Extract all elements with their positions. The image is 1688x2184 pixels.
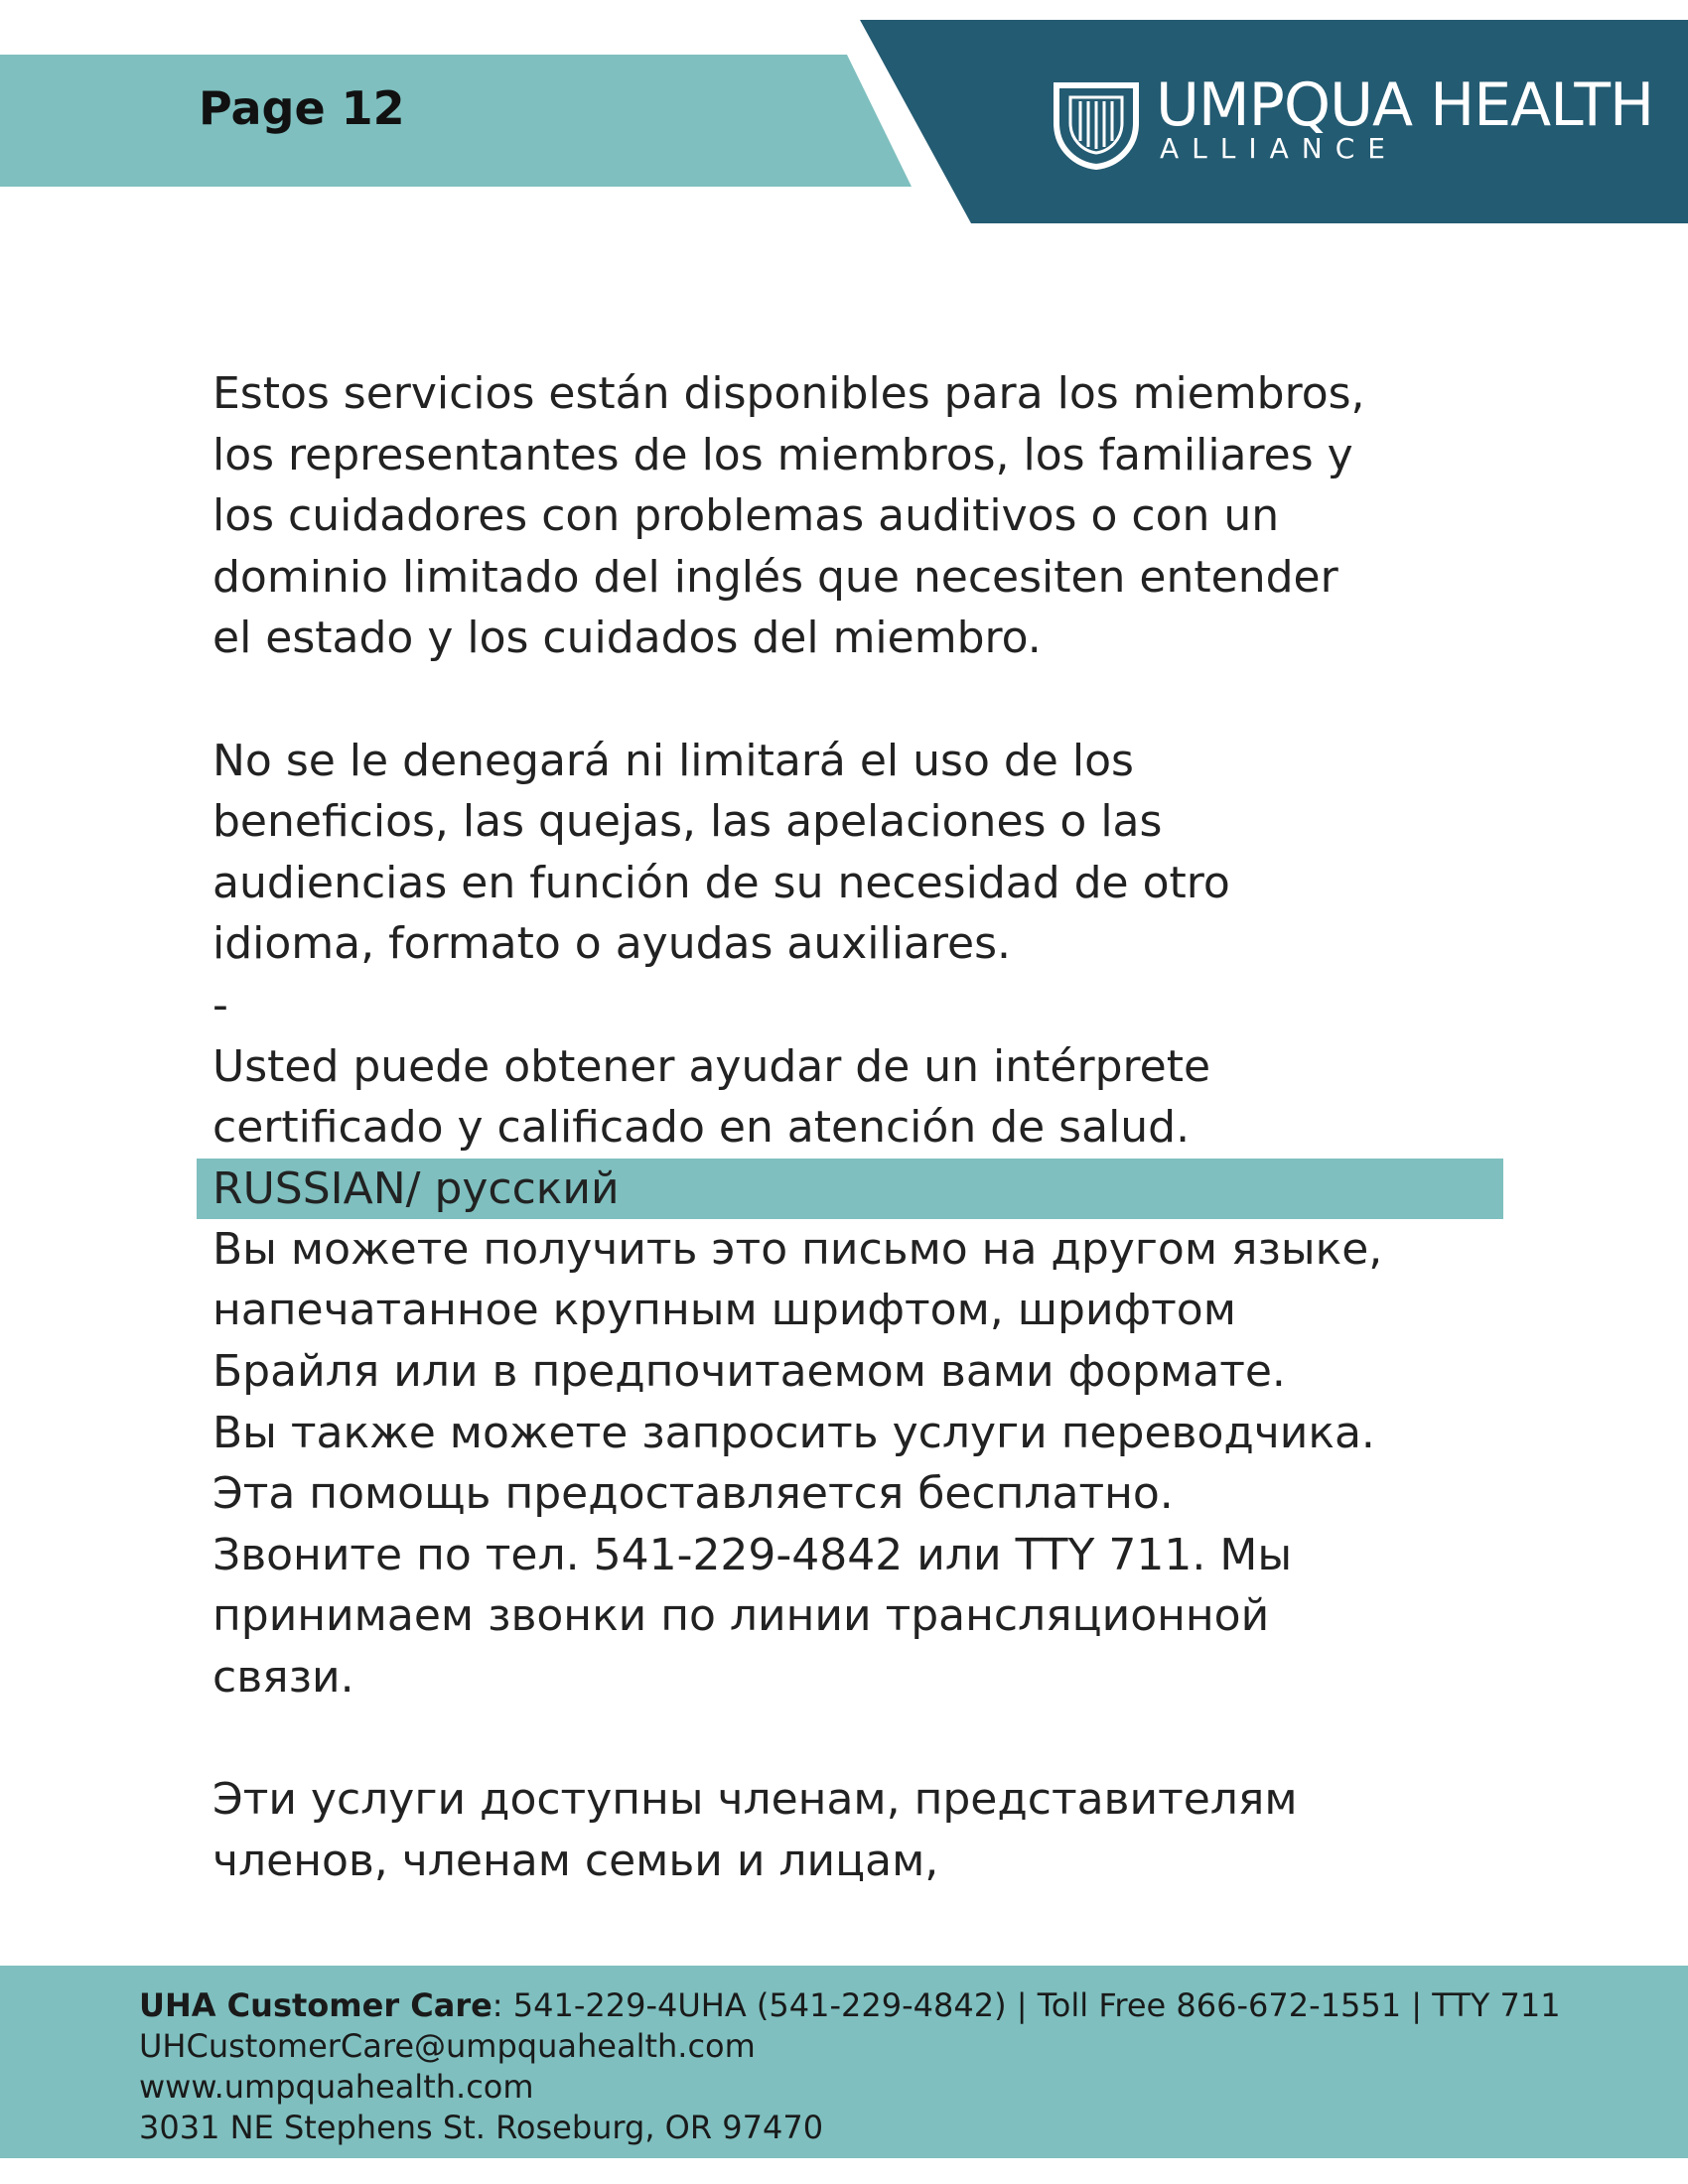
text-line: Эти услуги доступны членам, представителям — [212, 1774, 1298, 1826]
letter-body — [212, 363, 1503, 1891]
footer-website-link[interactable]: www.umpquahealth.com — [139, 2068, 534, 2106]
customer-care-label: UHA Customer Care — [139, 1986, 492, 2024]
text-line: No se le denegará ni limitará el uso de los — [212, 735, 1134, 786]
paragraph-gap — [212, 669, 1503, 731]
customer-care-phones: : 541-229-4UHA (541-229-4842) | Toll Free 866-672-1551 | TTY 711 — [492, 1986, 1561, 2024]
text-line: Вы также можете запросить услуги переводчика. — [212, 1407, 1375, 1458]
text-line: Вы можете получить это письмо на другом языке, — [212, 1223, 1383, 1275]
text-line: los cuidadores con problemas auditivos o con un — [212, 490, 1280, 542]
umpqua-health-logo — [1049, 70, 1654, 171]
text-line: членов, членам семьи и лицам, — [212, 1835, 939, 1886]
text-line: beneficios, las quejas, las apelaciones o las — [212, 796, 1163, 848]
russian-paragraph-1 — [212, 1219, 1503, 1708]
text-line: Звоните по тел. 541-229-4842 или TTY 711. Мы — [212, 1529, 1293, 1580]
logo-name: UMPQUA HEALTH — [1156, 70, 1654, 140]
russian-language-heading: RUSSIAN/ русский — [197, 1159, 1503, 1219]
page-number: Page 12 — [199, 81, 405, 135]
logo-subtitle: ALLIANCE — [1160, 132, 1398, 165]
footer-contact-info — [139, 1985, 1561, 2148]
spanish-paragraph-3 — [212, 1036, 1503, 1159]
text-line: Usted puede obtener ayudar de un intérprete — [212, 1040, 1211, 1092]
spanish-paragraph-1 — [212, 363, 1503, 669]
text-line: certificado y calificado en atención de salud. — [212, 1102, 1191, 1154]
contact-footer — [0, 1966, 1688, 2158]
text-line: idioma, formato o ayudas auxiliares. — [212, 918, 1012, 970]
uha-shield-logo-icon — [1049, 75, 1144, 171]
text-line: Эта помощь предоставляется бесплатно. — [212, 1468, 1174, 1520]
text-line: напечатанное крупным шрифтом, шрифтом — [212, 1285, 1236, 1336]
text-line: el estado y los cuidados del miembro. — [212, 613, 1042, 664]
text-line: los representantes de los miembros, los familiares y — [212, 429, 1353, 480]
separator-dash: - — [212, 979, 228, 1030]
text-line: Брайля или в предпочитаемом вами формате. — [212, 1345, 1286, 1397]
text-line: Estos servicios están disponibles para los miembros, — [212, 368, 1365, 419]
spanish-paragraph-2 — [212, 731, 1503, 975]
paragraph-gap — [212, 1707, 1503, 1769]
text-line: dominio limitado del inglés que necesiten entender — [212, 551, 1338, 603]
footer-email-link[interactable]: UHCustomerCare@umpquahealth.com — [139, 2027, 756, 2065]
text-line: принимаем звонки по линии трансляционной — [212, 1590, 1270, 1642]
text-line: audiencias en función de su necesidad de otro — [212, 857, 1230, 908]
customer-care-line — [139, 1985, 1561, 2026]
header-light-band — [0, 55, 912, 187]
text-line: связи. — [212, 1651, 354, 1703]
footer-address: 3031 NE Stephens St. Roseburg, OR 97470 — [139, 2109, 824, 2146]
russian-paragraph-2 — [212, 1769, 1503, 1891]
